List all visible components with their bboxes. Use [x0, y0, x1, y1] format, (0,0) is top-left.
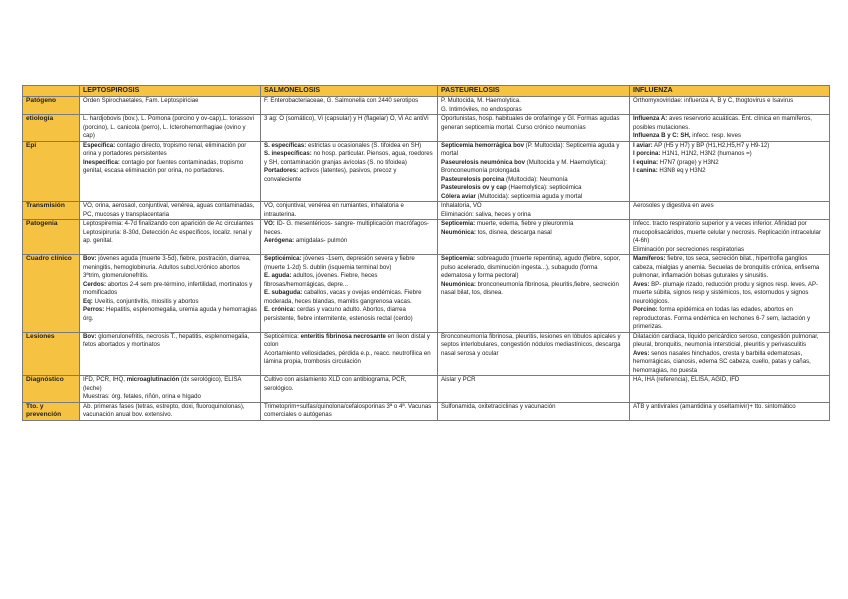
cell-line	[264, 272, 434, 289]
table-row	[23, 332, 830, 376]
cell-text: Eliminación: saliva, heces y orina	[441, 210, 531, 218]
cell-line	[441, 211, 626, 220]
table-cell	[261, 402, 438, 420]
cell-text: glomerulonefritis, necrosis T., hepatitis, esplenomegalia, fetos abortados y mortinatos	[83, 332, 250, 348]
row-label: etiología	[23, 115, 80, 142]
cell-line	[633, 202, 826, 211]
cell-text: Oportunistas, hosp. habituales de orofaringe y GI. Formas agudas generan septicemia mortal. Curso crónico neumonías	[441, 115, 620, 131]
cell-text: no hosp. particular. Piensos, agua, roedores y SH, contaminación granjas avícolas (S. no tifoidea)	[264, 150, 433, 166]
cell-term: I equina:	[633, 158, 659, 166]
cell-line	[83, 115, 257, 141]
cell-text: IFD, PCR, IHQ,	[83, 376, 127, 383]
cell-text: sobreagudo (muerte repentina), agudo (fiebre, sopor, pulso acelerado, disminución ingesta...), subagudo (forma edematosa y forma pectoral)	[441, 255, 621, 279]
cell-text: abortos 2-4 sem pre-término, infertilidad, mortinatos y momificados	[83, 280, 253, 296]
cell-text: Eliminación por secreciones respiratorias	[633, 245, 745, 253]
cell-text: (Multocida): septicemia aguda y mortal	[475, 192, 583, 200]
table-cell	[438, 97, 630, 115]
cell-term: I porcina:	[633, 150, 661, 157]
cell-text: Muestras: órg. fetales, riñón, orina e hígado	[83, 393, 201, 400]
cell-line	[264, 255, 434, 272]
cell-line	[441, 202, 626, 211]
cell-text: caballos, vacas y ovejas endémicas. Fiebre moderada, heces blandas, mamitis gangrenosa vacas.	[264, 289, 422, 305]
cell-text: senos nasales hinchados, cresta y barbilla edematosas, hemorrágicas, cianosis, edema SC cabeza, cuello, patas y cañas, hemorragias, no puesta	[633, 349, 811, 374]
cell-line	[83, 281, 257, 298]
cell-line	[83, 393, 257, 402]
cell-term: Pasteurelosis porcina	[441, 175, 505, 183]
cell-text: amigdalas- pulmón	[294, 237, 348, 244]
cell-text: cerdas y vacuno adulto. Abortos, diarrea persistente, fiebre intermitente, estenosis rectal (cerdo)	[264, 306, 413, 322]
cell-line	[264, 167, 434, 184]
cell-line	[633, 255, 826, 281]
cell-line	[441, 142, 626, 159]
cell-line	[633, 115, 826, 132]
table-row	[23, 97, 830, 115]
cell-text: BP- plumaje rizado, reducción produ y signos resp. leves. AP- muerte súbita, signos resp y sistémicos, tos, estornudos y signos neurológicos.	[633, 280, 819, 305]
cell-term: Cerdos:	[83, 280, 107, 288]
cell-term: I canina:	[633, 167, 658, 174]
cell-text: fiebre, tos seca, secreción bilat., hipertrofia ganglios cabeza, mialgias y anemia. Secuelas de bronquitis crónica, enfisema pulmonar, inflamación bolsas guturales y sinusitis.	[633, 255, 820, 279]
cell-text: F. Enterobacteriaceae, G. Salmonella con 2440 serotipos	[264, 97, 419, 104]
cell-text: P. Multocida, M. Haemolytica.	[441, 97, 521, 104]
cell-text: Ab. primeras fases (tetras, estrepto, doxi, fluoroquinolonas), vacunación anual bov. extensivo.	[83, 402, 245, 418]
table-cell	[630, 332, 830, 376]
header-influenza: INFLUENZA	[630, 86, 830, 97]
cell-line	[441, 159, 626, 176]
cell-text: activos (latentes), pasivos, precoz y convaleciente	[264, 167, 397, 183]
cell-term: Mamíferos:	[633, 255, 666, 262]
cell-text: estrictas u ocasionales (S. tifoidea en SH)	[306, 141, 422, 149]
cell-text: tos, disnea, descarga nasal	[475, 228, 552, 236]
cell-line	[441, 255, 626, 281]
header-salmonelosis: SALMONELOSIS	[261, 86, 438, 97]
cell-text: Acortamiento vellosidades, pérdida e.p., reacc. neutrofílica en lámina propia, trombosis circulación	[264, 349, 431, 365]
cell-term: microaglutinación	[126, 376, 180, 383]
table-cell	[630, 141, 830, 202]
table-cell	[630, 220, 830, 255]
row-label: Diagnóstico	[23, 376, 80, 403]
cell-term: Paseurelosis neumónica bov	[441, 158, 525, 166]
cell-term: Aves:	[633, 349, 650, 357]
table-cell	[630, 402, 830, 420]
cell-text: Cultivo con aislamiento XLD con antibiograma, PCR, serológico.	[264, 376, 407, 392]
cell-line	[633, 142, 826, 151]
cell-line	[441, 333, 626, 359]
table-row	[23, 220, 830, 255]
cell-text: bronconeumonía fibrinosa, pleuritis,fiebre, secreción nasal bilat, tos, disnea.	[441, 280, 619, 296]
cell-text: Hepatitis, esplenomegalia, uremia aguda y hemorragias órg.	[83, 306, 257, 322]
cell-text: adultos, jóvenes. Fiebre, heces fibrosas/hemorrágicas, depre...	[264, 272, 378, 288]
table-cell	[261, 255, 438, 333]
cell-line	[633, 246, 826, 255]
cell-line	[83, 255, 257, 281]
table-row	[23, 255, 830, 333]
cell-line	[83, 229, 257, 246]
header-corner	[23, 86, 80, 97]
cell-term: Cólera aviar	[441, 192, 476, 200]
table-cell	[630, 97, 830, 115]
table-cell	[630, 376, 830, 403]
table-cell	[80, 220, 261, 255]
table-cell	[261, 97, 438, 115]
table-cell	[438, 115, 630, 142]
row-label: Lesiones	[23, 332, 80, 376]
cell-line	[83, 333, 257, 350]
cell-line	[633, 97, 826, 106]
cell-text: Septicémica:	[264, 332, 301, 340]
cell-line	[633, 306, 826, 332]
cell-text: Leptosipiruria: 8-30d, Detección Ac específicos, localiz. renal y ap. genital.	[83, 228, 252, 244]
table-cell	[80, 141, 261, 202]
table-cell	[261, 141, 438, 202]
cell-term: Influenza B y C: SH,	[633, 132, 691, 139]
cell-line	[83, 298, 257, 307]
cell-line	[83, 376, 127, 383]
cell-text: Sulfonamida, oxitetraciclinas y vacunación	[441, 402, 556, 410]
cell-line	[264, 237, 434, 246]
cell-term: S. inespecíficas:	[264, 150, 312, 157]
cell-line	[441, 97, 626, 106]
cell-text: infecc. resp. leves	[690, 132, 742, 139]
cell-line	[264, 220, 434, 237]
cell-text: Aislar y PCR	[441, 376, 476, 383]
table-cell	[261, 115, 438, 142]
cell-text: muerte, edema, fiebre y pleuronmía	[475, 220, 574, 227]
cell-text: (Multocida): Neumonía	[504, 175, 568, 183]
cell-text: HA, IHA (referencia), ELISA, AGID, IFD	[633, 376, 740, 383]
cell-text: forma epidémica en todas las edades, abortos en reproductoras. Forma endémica en lechones 6-7 sem, lactación y primerizas.	[633, 306, 811, 330]
cell-text: Infecc. tracto respiratorio superior y a veces inferior. Afinidad por mucopolisacáridos, muerte celular y necrosis. Replicación intracelular (4-6h)	[633, 220, 821, 244]
cell-line	[83, 142, 257, 159]
table-row	[23, 376, 830, 403]
cell-line	[441, 106, 626, 115]
cell-text: en íleon distal y colon	[264, 332, 430, 348]
table-cell	[438, 255, 630, 333]
cell-line	[633, 376, 826, 385]
cell-line	[633, 150, 826, 159]
cell-text: (Haemolytica): septicémica	[506, 184, 582, 191]
row-label: Epi	[23, 141, 80, 202]
cell-line	[83, 403, 257, 420]
cell-line	[633, 220, 826, 246]
cell-text: H7N7 (prage) y H3N2	[658, 158, 719, 166]
table-cell	[438, 402, 630, 420]
table-cell	[630, 115, 830, 142]
cell-term: VO:	[264, 220, 275, 227]
row-label: Patógeno	[23, 97, 80, 115]
cell-line	[83, 97, 257, 106]
cell-text: ID- G. mesentéricos- sangre- multiplicación macrófagos- heces.	[264, 220, 429, 236]
row-label: Transmisión	[23, 202, 80, 220]
table-cell	[438, 202, 630, 220]
cell-line	[441, 220, 626, 229]
cell-line	[83, 202, 257, 219]
cell-line	[633, 281, 826, 307]
cell-term: Especifica:	[83, 141, 116, 149]
cell-text: H1N1, H1N2, H3N2 (humanos =)	[660, 150, 752, 157]
table-row	[23, 202, 830, 220]
cell-term: enteritis fibrinosa necrosante	[300, 332, 386, 340]
table-cell	[438, 220, 630, 255]
cell-line	[264, 142, 434, 151]
cell-text: 3 ag: O (somático), Vi (capsular) y H (flagelar) O, Vi Ac antiVi	[264, 115, 429, 122]
cell-text: contagio directo, tropismo renal, eliminación por orina y portadores persistentes	[83, 141, 247, 157]
cell-text: (Multocida y M. Haemolytica): Bronconeumonía prolongada	[441, 158, 607, 174]
cell-term: Eq:	[83, 297, 93, 305]
cell-line	[264, 403, 434, 420]
cell-term: Bov:	[83, 332, 97, 340]
table-cell	[438, 141, 630, 202]
cell-line	[633, 350, 826, 376]
cell-text: G. Intimóviles, no endosporas	[441, 105, 522, 113]
table-row	[23, 402, 830, 420]
row-label: Tto. y prevención	[23, 402, 80, 420]
table-cell	[630, 202, 830, 220]
cell-term: Pasteurelosis ov y cap	[441, 184, 507, 191]
cell-line	[633, 167, 826, 176]
cell-term: Influenza A:	[633, 115, 668, 122]
cell-line	[264, 376, 434, 393]
table-body	[23, 97, 830, 421]
cell-term: Aves:	[633, 280, 650, 288]
cell-line	[441, 115, 626, 132]
cell-line	[264, 306, 434, 323]
cell-line	[441, 281, 626, 298]
header-leptospirosis: LEPTOSPIROSIS	[80, 86, 261, 97]
cell-text: VO, orina, aerosaol, conjuntival, venérea, aguas contaminadas, PC, mucosas y transplacentaria	[83, 202, 255, 218]
cell-line	[264, 289, 434, 306]
cell-text: Orden Spirochaetales, Fam. Leptospiriciae	[83, 97, 199, 104]
cell-text: contagio por fuentes contaminadas, tropismo genital, escasa eliminación por orina, no portadores.	[83, 158, 244, 174]
header-pasteurelosis: PASTEURELOSIS	[438, 86, 630, 97]
cell-line	[441, 184, 626, 193]
cell-term: Bov:	[83, 255, 97, 262]
table-cell	[438, 376, 630, 403]
table-cell	[80, 255, 261, 333]
cell-text: ATB y antivirales (amantidina y oseltamivir)+ tto. sintomático	[633, 402, 796, 410]
cell-line	[441, 176, 626, 185]
cell-line	[633, 333, 826, 350]
comparison-table	[22, 85, 830, 421]
cell-text: jóvenes aguda (muerte 3-5d), fiebre, postración, diarrea, meningitis, hemoglobinuria. Adultos subcl./crónico abortos 3ªtrim, glomerulonefritis.	[83, 255, 251, 279]
cell-line	[441, 229, 626, 238]
cell-term: S. específicas:	[264, 141, 307, 149]
table-cell	[80, 402, 261, 420]
cell-term: Inespecifica:	[83, 158, 120, 166]
cell-line	[633, 403, 826, 412]
cell-text: aves reservorio acuáticas. Ent. clínica en mamíferos, posibles mutaciones.	[633, 115, 812, 131]
cell-term: Portadores:	[264, 167, 299, 174]
cell-term: Aerógena:	[264, 237, 295, 244]
cell-text: Orthomyxoviridae: influenza A, B y C, thogtovirus e Isavirus	[633, 97, 794, 104]
cell-term: Neumónica:	[441, 228, 476, 236]
table-cell	[261, 376, 438, 403]
cell-line	[83, 220, 257, 229]
row-label: Patogenia	[23, 220, 80, 255]
cell-term: Porcino:	[633, 306, 658, 313]
cell-line	[83, 306, 257, 323]
table-cell	[80, 376, 261, 403]
cell-line	[633, 159, 826, 168]
cell-text: Bronconeumonía fibrinosa, pleuritis, lesiones en lóbulos apicales y septos interlobulares, congestión nódulos mediastínicos, descarga nasal serosa y ocular	[441, 332, 621, 357]
cell-line	[264, 97, 434, 106]
cell-text: AP (H5 y H7) y BP (H1,H2,H5,H7 y H9-12)	[652, 141, 770, 149]
cell-term: Septicemia:	[441, 255, 476, 262]
table-cell	[261, 332, 438, 376]
cell-line	[83, 159, 257, 176]
cell-line	[633, 132, 826, 141]
cell-text: jóvenes -1sem, depresión severa y fiebre (muerte 1-2d) S. dublin (isquemia terminal bov)	[264, 255, 415, 271]
cell-term: Neumónica:	[441, 280, 476, 288]
cell-line	[264, 150, 434, 167]
cell-line	[264, 350, 434, 367]
table-cell	[261, 202, 438, 220]
cell-term: Perros:	[83, 306, 105, 313]
table-cell	[80, 115, 261, 142]
cell-line	[441, 193, 626, 202]
cell-text: Dilatación cardiaca, líquido pericárdico seroso, congestión pulmonar, pleural, bronquitis, neumonía intersticial, pleuritis y perivasculitis	[633, 332, 819, 348]
cell-text: Uveítis, conjuntivitis, miositis y abortos	[92, 297, 199, 305]
cell-text: H3N8 eq y H3N2	[657, 167, 706, 174]
table-row	[23, 141, 830, 202]
table-cell	[80, 202, 261, 220]
cell-line	[441, 376, 626, 385]
cell-text: L. hardjobovis (bov.), L. Pomona (porcino y ov-cap),L. torassovi (porcino), L. canicola (perro), L. Icterohemorrhagiae (ovino y cap)	[83, 115, 254, 139]
cell-line	[264, 202, 434, 219]
table-cell	[80, 332, 261, 376]
cell-text: Inhalatoria, VO	[441, 202, 482, 209]
cell-term: E. subaguda:	[264, 289, 303, 296]
table-row	[23, 115, 830, 142]
cell-term: Septicemia:	[441, 220, 476, 227]
cell-term: E. crónica:	[264, 306, 296, 313]
table-cell	[261, 220, 438, 255]
header-row	[23, 86, 830, 97]
table-cell	[438, 332, 630, 376]
cell-text: VO, conjuntival, venérea en rumiantes, inhalatoria e intrauterina.	[264, 202, 404, 218]
cell-line	[441, 403, 626, 412]
cell-line	[264, 333, 301, 340]
cell-term: I aviar:	[633, 141, 653, 149]
cell-text: (dx serológico), ELISA (leche)	[83, 376, 242, 392]
cell-term: Septicemia hemorrágica bov	[441, 141, 524, 149]
cell-line	[264, 115, 434, 124]
cell-text: (P. Multocida): Septicemia aguda y mortal	[441, 141, 620, 157]
cell-text: Trimetoprim+sulfas/quinolona/cefalosporinas 3ª o 4ª. Vacunas comerciales o autógenas	[264, 402, 432, 418]
cell-term: Septicémica:	[264, 255, 302, 262]
cell-term: E. aguda:	[264, 272, 292, 279]
table-cell	[630, 255, 830, 333]
table-cell	[80, 97, 261, 115]
row-label: Cuadro clínico	[23, 255, 80, 333]
cell-text: Aerosoles y digestiva en aves	[633, 202, 714, 209]
cell-text: Leptospiremia: 4-7d finalizando con aparición de Ac circulantes	[83, 220, 254, 227]
